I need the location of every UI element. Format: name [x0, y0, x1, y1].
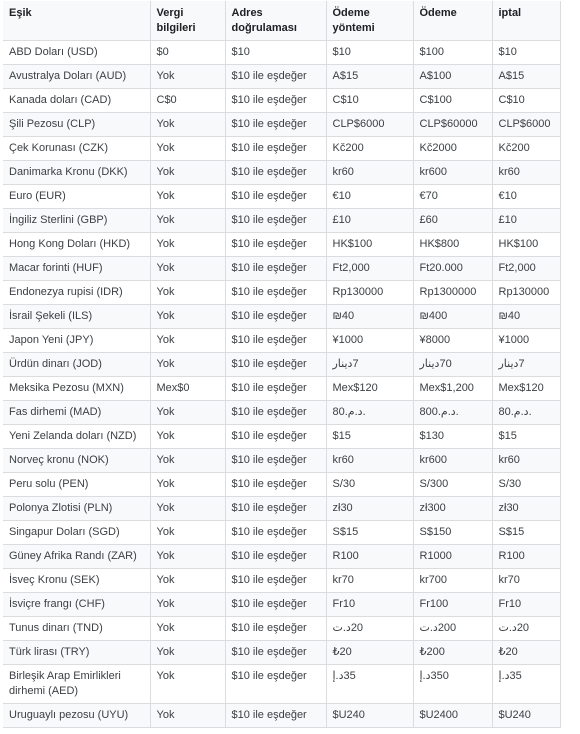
cell-payment-method: £10 — [326, 209, 413, 233]
cell-currency: Güney Afrika Randı (ZAR) — [3, 545, 150, 569]
cell-currency: ABD Doları (USD) — [3, 41, 150, 65]
cell-tax-info: Yok — [150, 449, 225, 473]
cell-address-verification: $10 ile eşdeğer — [225, 377, 326, 401]
cell-payment-method: Kč200 — [326, 137, 413, 161]
table-body — [3, 41, 560, 728]
cell-tax-info: Yok — [150, 257, 225, 281]
cell-payment-method: ₺20 — [326, 641, 413, 665]
cell-payment-method: CLP$6000 — [326, 113, 413, 137]
cell-payment-method: 20د.ت — [326, 617, 413, 641]
cell-cancellation: .د.م.80 — [492, 401, 560, 425]
cell-address-verification: $10 ile eşdeğer — [225, 329, 326, 353]
cell-address-verification: $10 ile eşdeğer — [225, 161, 326, 185]
table-row — [3, 41, 560, 65]
cell-address-verification: $10 ile eşdeğer — [225, 353, 326, 377]
cell-cancellation: 7دينار — [492, 353, 560, 377]
cell-cancellation: 20د.ت — [492, 617, 560, 641]
table-row — [3, 617, 560, 641]
cell-currency: Endonezya rupisi (IDR) — [3, 281, 150, 305]
cell-tax-info: Yok — [150, 473, 225, 497]
cell-tax-info: Yok — [150, 353, 225, 377]
header-address-verification: Adres doğrulaması — [225, 1, 326, 41]
cell-tax-info: Yok — [150, 521, 225, 545]
header-cancellation: iptal — [492, 1, 560, 41]
cell-payment: £60 — [413, 209, 492, 233]
table-row — [3, 425, 560, 449]
cell-cancellation: Kč200 — [492, 137, 560, 161]
cell-address-verification: $10 ile eşdeğer — [225, 209, 326, 233]
cell-address-verification: $10 ile eşdeğer — [225, 617, 326, 641]
cell-cancellation: ¥1000 — [492, 329, 560, 353]
cell-payment: HK$800 — [413, 233, 492, 257]
cell-currency: Danimarka Kronu (DKK) — [3, 161, 150, 185]
table-row — [3, 377, 560, 401]
cell-payment-method: S$15 — [326, 521, 413, 545]
table-row — [3, 593, 560, 617]
header-tax-info: Vergi bilgileri — [150, 1, 225, 41]
cell-currency: İngiliz Sterlini (GBP) — [3, 209, 150, 233]
cell-address-verification: $10 ile eşdeğer — [225, 401, 326, 425]
cell-payment-method: $10 — [326, 41, 413, 65]
table-row — [3, 185, 560, 209]
table-row — [3, 449, 560, 473]
cell-tax-info: Yok — [150, 137, 225, 161]
cell-payment: A$100 — [413, 65, 492, 89]
cell-address-verification: $10 ile eşdeğer — [225, 545, 326, 569]
table-row — [3, 353, 560, 377]
header-row — [3, 1, 560, 41]
cell-cancellation: kr70 — [492, 569, 560, 593]
cell-cancellation: Ft2,000 — [492, 257, 560, 281]
cell-cancellation: CLP$6000 — [492, 113, 560, 137]
cell-cancellation: Rp130000 — [492, 281, 560, 305]
cell-payment: 350د.إ — [413, 665, 492, 704]
cell-payment: R1000 — [413, 545, 492, 569]
cell-cancellation: Fr10 — [492, 593, 560, 617]
cell-payment: CLP$60000 — [413, 113, 492, 137]
cell-payment-method: ₪40 — [326, 305, 413, 329]
cell-payment: Fr100 — [413, 593, 492, 617]
cell-payment-method: kr70 — [326, 569, 413, 593]
cell-address-verification: $10 ile eşdeğer — [225, 185, 326, 209]
cell-currency: Ürdün dinarı (JOD) — [3, 353, 150, 377]
cell-currency: Tunus dinarı (TND) — [3, 617, 150, 641]
cell-tax-info: C$0 — [150, 89, 225, 113]
table-row — [3, 704, 560, 728]
cell-address-verification: $10 ile eşdeğer — [225, 65, 326, 89]
cell-tax-info: Yok — [150, 593, 225, 617]
cell-currency: İsrail Şekeli (ILS) — [3, 305, 150, 329]
cell-cancellation: zł30 — [492, 497, 560, 521]
header-threshold: Eşik — [3, 1, 150, 41]
header-payment: Ödeme — [413, 1, 492, 41]
cell-payment: ₺200 — [413, 641, 492, 665]
cell-payment: Ft20.000 — [413, 257, 492, 281]
table-row — [3, 209, 560, 233]
cell-payment-method: C$10 — [326, 89, 413, 113]
cell-address-verification: $10 ile eşdeğer — [225, 257, 326, 281]
cell-cancellation: ₺20 — [492, 641, 560, 665]
cell-payment: S$150 — [413, 521, 492, 545]
cell-address-verification: $10 ile eşdeğer — [225, 593, 326, 617]
cell-payment-method: S/30 — [326, 473, 413, 497]
cell-cancellation: HK$100 — [492, 233, 560, 257]
cell-tax-info: Mex$0 — [150, 377, 225, 401]
header-payment-method: Ödeme yöntemi — [326, 1, 413, 41]
cell-payment-method: €10 — [326, 185, 413, 209]
cell-payment-method: .د.م.80 — [326, 401, 413, 425]
cell-tax-info: Yok — [150, 65, 225, 89]
cell-payment: 200د.ت — [413, 617, 492, 641]
cell-cancellation: $10 — [492, 41, 560, 65]
cell-currency: Yeni Zelanda doları (NZD) — [3, 425, 150, 449]
table-row — [3, 257, 560, 281]
cell-address-verification: $10 ile eşdeğer — [225, 641, 326, 665]
cell-tax-info: $0 — [150, 41, 225, 65]
cell-payment: ₪400 — [413, 305, 492, 329]
cell-currency: Japon Yeni (JPY) — [3, 329, 150, 353]
table-row — [3, 521, 560, 545]
cell-payment-method: A$15 — [326, 65, 413, 89]
cell-currency: Hong Kong Doları (HKD) — [3, 233, 150, 257]
cell-payment: Rp1300000 — [413, 281, 492, 305]
cell-currency: Avustralya Doları (AUD) — [3, 65, 150, 89]
cell-cancellation: C$10 — [492, 89, 560, 113]
cell-tax-info: Yok — [150, 665, 225, 704]
table-row — [3, 473, 560, 497]
cell-payment-method: 35د.إ — [326, 665, 413, 704]
cell-currency: Kanada doları (CAD) — [3, 89, 150, 113]
cell-payment-method: Mex$120 — [326, 377, 413, 401]
cell-payment-method: 7دينار — [326, 353, 413, 377]
currency-threshold-table — [3, 1, 561, 728]
cell-payment: $130 — [413, 425, 492, 449]
cell-tax-info: Yok — [150, 425, 225, 449]
cell-tax-info: Yok — [150, 497, 225, 521]
cell-currency: Meksika Pezosu (MXN) — [3, 377, 150, 401]
cell-payment: kr600 — [413, 161, 492, 185]
cell-address-verification: $10 ile eşdeğer — [225, 425, 326, 449]
cell-cancellation: $15 — [492, 425, 560, 449]
cell-payment: kr700 — [413, 569, 492, 593]
cell-currency: Fas dirhemi (MAD) — [3, 401, 150, 425]
table-row — [3, 545, 560, 569]
table-row — [3, 89, 560, 113]
cell-payment-method: ¥1000 — [326, 329, 413, 353]
cell-currency: Peru solu (PEN) — [3, 473, 150, 497]
cell-address-verification: $10 ile eşdeğer — [225, 233, 326, 257]
cell-cancellation: S/30 — [492, 473, 560, 497]
cell-cancellation: 35د.إ — [492, 665, 560, 704]
cell-tax-info: Yok — [150, 569, 225, 593]
table-row — [3, 305, 560, 329]
cell-payment: .د.م.800 — [413, 401, 492, 425]
cell-cancellation: S$15 — [492, 521, 560, 545]
cell-address-verification: $10 ile eşdeğer — [225, 665, 326, 704]
cell-cancellation: $U240 — [492, 704, 560, 728]
cell-address-verification: $10 ile eşdeğer — [225, 497, 326, 521]
cell-payment: S/300 — [413, 473, 492, 497]
cell-currency: Euro (EUR) — [3, 185, 150, 209]
cell-cancellation: €10 — [492, 185, 560, 209]
cell-address-verification: $10 ile eşdeğer — [225, 281, 326, 305]
cell-cancellation: £10 — [492, 209, 560, 233]
table-row — [3, 329, 560, 353]
cell-currency: Türk lirası (TRY) — [3, 641, 150, 665]
cell-address-verification: $10 ile eşdeğer — [225, 704, 326, 728]
cell-address-verification: $10 ile eşdeğer — [225, 449, 326, 473]
cell-cancellation: R100 — [492, 545, 560, 569]
cell-payment-method: kr60 — [326, 161, 413, 185]
cell-address-verification: $10 ile eşdeğer — [225, 89, 326, 113]
cell-currency: Norveç kronu (NOK) — [3, 449, 150, 473]
cell-payment: 70دينار — [413, 353, 492, 377]
cell-payment-method: $15 — [326, 425, 413, 449]
cell-tax-info: Yok — [150, 329, 225, 353]
cell-currency: Uruguaylı pezosu (UYU) — [3, 704, 150, 728]
cell-currency: İsveç Kronu (SEK) — [3, 569, 150, 593]
cell-payment: €70 — [413, 185, 492, 209]
cell-payment-method: Ft2,000 — [326, 257, 413, 281]
cell-address-verification: $10 ile eşdeğer — [225, 473, 326, 497]
cell-currency: İsviçre frangı (CHF) — [3, 593, 150, 617]
cell-tax-info: Yok — [150, 641, 225, 665]
table-row — [3, 65, 560, 89]
cell-currency: Singapur Doları (SGD) — [3, 521, 150, 545]
cell-cancellation: A$15 — [492, 65, 560, 89]
cell-tax-info: Yok — [150, 185, 225, 209]
cell-tax-info: Yok — [150, 305, 225, 329]
cell-currency: Şili Pezosu (CLP) — [3, 113, 150, 137]
table-row — [3, 113, 560, 137]
cell-tax-info: Yok — [150, 233, 225, 257]
cell-currency: Macar forinti (HUF) — [3, 257, 150, 281]
table-row — [3, 161, 560, 185]
cell-currency: Birleşik Arap Emirlikleri dirhemi (AED) — [3, 665, 150, 704]
cell-cancellation: Mex$120 — [492, 377, 560, 401]
cell-cancellation: kr60 — [492, 449, 560, 473]
table-row — [3, 497, 560, 521]
cell-address-verification: $10 ile eşdeğer — [225, 113, 326, 137]
table-row — [3, 137, 560, 161]
table-row — [3, 641, 560, 665]
cell-payment: Kč2000 — [413, 137, 492, 161]
cell-tax-info: Yok — [150, 704, 225, 728]
cell-tax-info: Yok — [150, 209, 225, 233]
cell-payment-method: $U240 — [326, 704, 413, 728]
table-row — [3, 569, 560, 593]
cell-payment: $100 — [413, 41, 492, 65]
cell-currency: Çek Korunası (CZK) — [3, 137, 150, 161]
cell-payment-method: kr60 — [326, 449, 413, 473]
cell-address-verification: $10 ile eşdeğer — [225, 305, 326, 329]
cell-tax-info: Yok — [150, 545, 225, 569]
cell-payment-method: Fr10 — [326, 593, 413, 617]
cell-payment-method: Rp130000 — [326, 281, 413, 305]
cell-tax-info: Yok — [150, 113, 225, 137]
cell-currency: Polonya Zlotisi (PLN) — [3, 497, 150, 521]
cell-payment: Mex$1,200 — [413, 377, 492, 401]
cell-payment-method: R100 — [326, 545, 413, 569]
cell-cancellation: kr60 — [492, 161, 560, 185]
table-row — [3, 281, 560, 305]
cell-payment-method: HK$100 — [326, 233, 413, 257]
cell-payment: ¥8000 — [413, 329, 492, 353]
cell-address-verification: $10 ile eşdeğer — [225, 569, 326, 593]
cell-tax-info: Yok — [150, 161, 225, 185]
cell-tax-info: Yok — [150, 281, 225, 305]
cell-cancellation: ₪40 — [492, 305, 560, 329]
table-row — [3, 233, 560, 257]
cell-payment: kr600 — [413, 449, 492, 473]
cell-address-verification: $10 ile eşdeğer — [225, 521, 326, 545]
cell-tax-info: Yok — [150, 617, 225, 641]
cell-payment-method: zł30 — [326, 497, 413, 521]
cell-payment: $U2400 — [413, 704, 492, 728]
cell-payment: zł300 — [413, 497, 492, 521]
table-row — [3, 401, 560, 425]
cell-address-verification: $10 ile eşdeğer — [225, 137, 326, 161]
cell-payment: C$100 — [413, 89, 492, 113]
cell-tax-info: Yok — [150, 401, 225, 425]
cell-address-verification: $10 — [225, 41, 326, 65]
table-row — [3, 665, 560, 704]
